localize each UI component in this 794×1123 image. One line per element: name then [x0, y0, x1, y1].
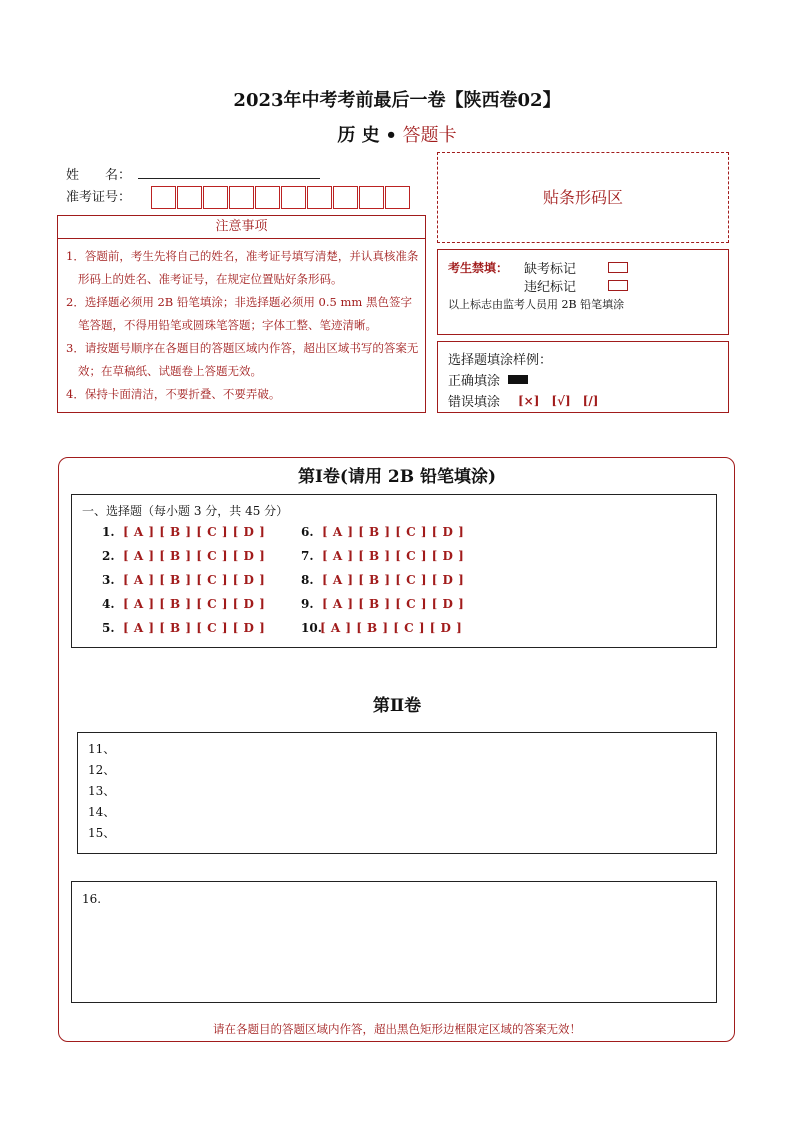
- id-digit-box[interactable]: [385, 186, 410, 209]
- name-label: 姓 名：: [66, 168, 132, 183]
- absent-mark-label: 缺考标记: [524, 262, 577, 277]
- question-options[interactable]: [ A ] [ B ] [ C ] [ D ]: [123, 525, 266, 539]
- question-number: 5.: [102, 621, 115, 635]
- notice-heading: 注意事项: [58, 216, 425, 239]
- question-options[interactable]: [ A ] [ B ] [ C ] [ D ]: [322, 597, 465, 611]
- question-options[interactable]: [ A ] [ B ] [ C ] [ D ]: [123, 597, 266, 611]
- notice-item: 1．答题前，考生先将自己的姓名，准考证号填写清楚，并认真核准条形码上的姓名、准考证号，在规定位置贴好条形码。: [66, 249, 419, 286]
- violation-mark-box[interactable]: [608, 280, 628, 291]
- question-options[interactable]: [ A ] [ B ] [ C ] [ D ]: [123, 621, 266, 635]
- question-number: 3.: [102, 573, 115, 587]
- id-digit-box[interactable]: [203, 186, 228, 209]
- page-subtitle: [0, 121, 794, 147]
- question-options[interactable]: [ A ] [ B ] [ C ] [ D ]: [322, 573, 465, 587]
- question-16-box[interactable]: [71, 881, 717, 1003]
- short-answer-box[interactable]: [77, 732, 717, 854]
- answer-line[interactable]: 11、: [88, 742, 116, 756]
- question-number: 7.: [301, 549, 314, 563]
- question-16-label: 16.: [82, 892, 102, 906]
- id-digit-box[interactable]: [281, 186, 306, 209]
- subject-label: 历 史: [337, 125, 380, 146]
- notice-item: 2．选择题必须用 2B 铅笔填涂；非选择题必须用 0.5 mm 黑色签字笔答题，不得用铅笔或圆珠笔答题；字体工整、笔迹清晰。: [66, 295, 412, 332]
- id-digit-box[interactable]: [255, 186, 280, 209]
- notice-box: [57, 215, 426, 413]
- answer-line[interactable]: 15、: [88, 826, 116, 840]
- id-digit-box[interactable]: [177, 186, 202, 209]
- section2-title: 第Ⅱ卷: [372, 696, 422, 716]
- card-label: 答题卡: [402, 125, 457, 146]
- section1-title: 第Ⅰ卷(请用 2B 铅笔填涂): [297, 467, 497, 487]
- question-options[interactable]: [ A ] [ B ] [ C ] [ D ]: [322, 525, 465, 539]
- wrong-fill-samples: [×] [√] [/]: [518, 394, 599, 408]
- question-number: 4.: [102, 597, 115, 611]
- answer-line[interactable]: 12、: [88, 763, 116, 777]
- page-title: 2023年中考考前最后一卷【陕西卷02】: [233, 90, 561, 111]
- notice-item: 3．请按题号顺序在各题目的答题区域内作答，超出区域书写的答案无效；在草稿纸、试题卷上答题无效。: [66, 341, 419, 378]
- wrong-fill-label: 错误填涂: [448, 395, 501, 410]
- forbidden-label: 考生禁填：: [448, 261, 509, 275]
- absent-mark-box[interactable]: [608, 262, 628, 273]
- id-label: 准考证号：: [66, 190, 132, 205]
- id-digit-box[interactable]: [229, 186, 254, 209]
- barcode-area: 贴条形码区: [437, 152, 729, 243]
- forbidden-box: [437, 249, 729, 335]
- id-digit-box[interactable]: [307, 186, 332, 209]
- id-digit-box[interactable]: [151, 186, 176, 209]
- question-options[interactable]: [ A ] [ B ] [ C ] [ D ]: [123, 549, 266, 563]
- dot-separator: •: [385, 125, 397, 146]
- question-number: 2.: [102, 549, 115, 563]
- id-digit-box[interactable]: [333, 186, 358, 209]
- question-number: 9.: [301, 597, 314, 611]
- answer-line[interactable]: 14、: [88, 805, 116, 819]
- violation-mark-label: 违纪标记: [524, 280, 577, 295]
- forbidden-note: 以上标志由监考人员用 2B 铅笔填涂: [448, 298, 625, 311]
- question-options[interactable]: [ A ] [ B ] [ C ] [ D ]: [123, 573, 266, 587]
- question-number: 1.: [102, 525, 115, 539]
- answer-line[interactable]: 13、: [88, 784, 116, 798]
- name-field[interactable]: [138, 178, 320, 179]
- question-options[interactable]: [ A ] [ B ] [ C ] [ D ]: [322, 549, 465, 563]
- notice-item: 4．保持卡面清洁，不要折叠、不要弄破。: [66, 387, 281, 401]
- fill-sample-box: [437, 341, 729, 413]
- mcq-heading: 一、选择题（每小题 3 分，共 45 分）: [82, 504, 289, 518]
- id-digit-box[interactable]: [359, 186, 384, 209]
- fill-sample-heading: 选择题填涂样例：: [448, 353, 553, 368]
- question-number: 10.: [301, 621, 322, 635]
- correct-fill-sample: [508, 375, 528, 384]
- question-number: 8.: [301, 573, 314, 587]
- footer-warning: 请在各题目的答题区域内作答，超出黑色矩形边框限定区域的答案无效！: [213, 1022, 581, 1036]
- question-options[interactable]: [ A ] [ B ] [ C ] [ D ]: [320, 621, 463, 635]
- question-number: 6.: [301, 525, 314, 539]
- id-number-boxes[interactable]: [151, 186, 411, 209]
- correct-fill-label: 正确填涂: [448, 374, 501, 389]
